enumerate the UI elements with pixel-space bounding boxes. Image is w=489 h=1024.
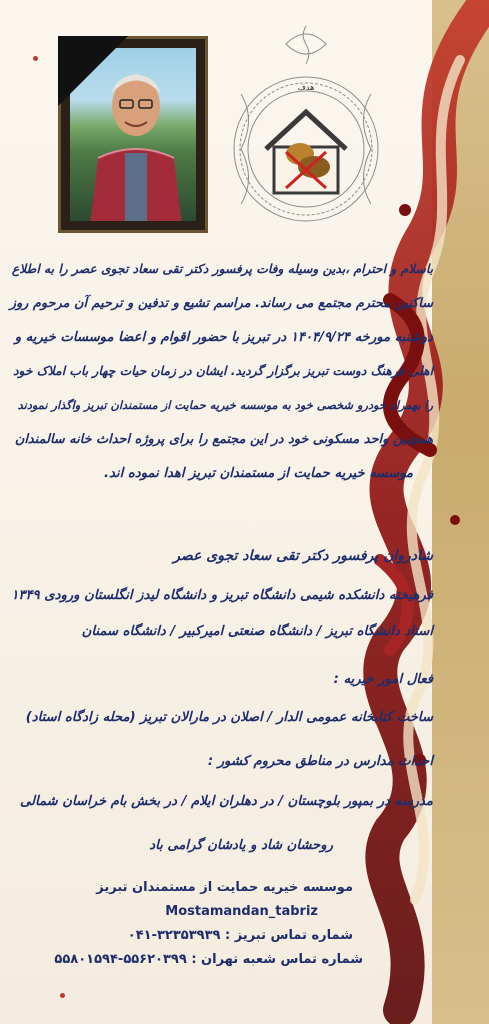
- announcement-line: ساکنین محترم مجتمع می رساند. مراسم تشیع و تدفین و ترحیم آن مرحوم روز: [9, 296, 433, 311]
- footer: [8, 880, 433, 1000]
- social-handle: Mostamandan_tabriz: [165, 904, 318, 919]
- tabriz-contact: شماره تماس تبریز : ۳۲۳۵۳۹۳۹-۰۴۱: [127, 928, 353, 943]
- announcement-line: را بهمراه خودرو شخصی خود به موسسه خیریه حمایت از مستمندان تبریز واگذار نمودند: [17, 398, 433, 412]
- charity-line: احداث مدارس در مناطق محروم کشور :: [207, 754, 433, 769]
- bio-title: شادروان پرفسور دکتر تقی سعاد تجوی عصر: [173, 548, 433, 564]
- bio-line: فرهیخته دانشکده شیمی دانشگاه تبریز و دانشگاه لیدز انگلستان ورودی ۱۳۴۹: [11, 588, 433, 603]
- bio-section: [8, 548, 433, 838]
- closing-line: روحشان شاد و یادشان گرامی باد: [149, 838, 333, 853]
- svg-text:هدف: هدف: [297, 83, 315, 92]
- charity-line: مدرسه در بمپور بلوچستان / در دهلران ایلام / در بخش بام خراسان شمالی: [20, 794, 433, 809]
- charity-line: ساخت کتابخانه عمومی الدار / اصلان در مارالان تبریز (محله زادگاه استاد): [25, 710, 433, 725]
- announcement-line: همچنین واحد مسکونی خود در این مجتمع را برای پروژه احداث خانه سالمندان: [14, 432, 433, 447]
- charity-heading: فعال امور خیریه :: [333, 672, 433, 687]
- org-name: موسسه خیریه حمایت از مستمندان تبریز: [96, 880, 353, 895]
- announcement-line: دوشنبه مورخه ۱۴۰۴/۹/۲۴ در تبریز با حضور اقوام و اعضا موسسات خیریه و: [14, 330, 433, 345]
- announcement-line: باسلام و احترام ،بدین وسیله وفات پرفسور دکتر تقی سعاد تجوی عصر را به اطلاع: [11, 262, 433, 276]
- portrait-frame: [58, 36, 208, 233]
- closing-section: [8, 838, 433, 868]
- bio-line: استاد دانشگاه تبریز / دانشگاه صنعتی امیرکبیر / دانشگاه سمنان: [81, 624, 433, 639]
- charity-logo: [226, 24, 386, 224]
- announcement-line: موسسه خیریه حمایت از مستمندان تبریز اهدا نموده اند.: [104, 466, 413, 481]
- announcement-line: اهلی فرهنگ دوست تبریز برگزار گردید. ایشان در زمان حیات چهار باب املاک خود: [13, 364, 433, 378]
- mourning-ribbon-icon: [58, 36, 128, 106]
- decorative-dot: [33, 56, 38, 61]
- tehran-contact: شماره تماس شعبه تهران : ۵۵۶۲۰۳۹۹-۵۵۸۰۱۵۹۴: [54, 952, 363, 967]
- decorative-dot: [60, 993, 65, 998]
- announcement-text: [8, 262, 433, 552]
